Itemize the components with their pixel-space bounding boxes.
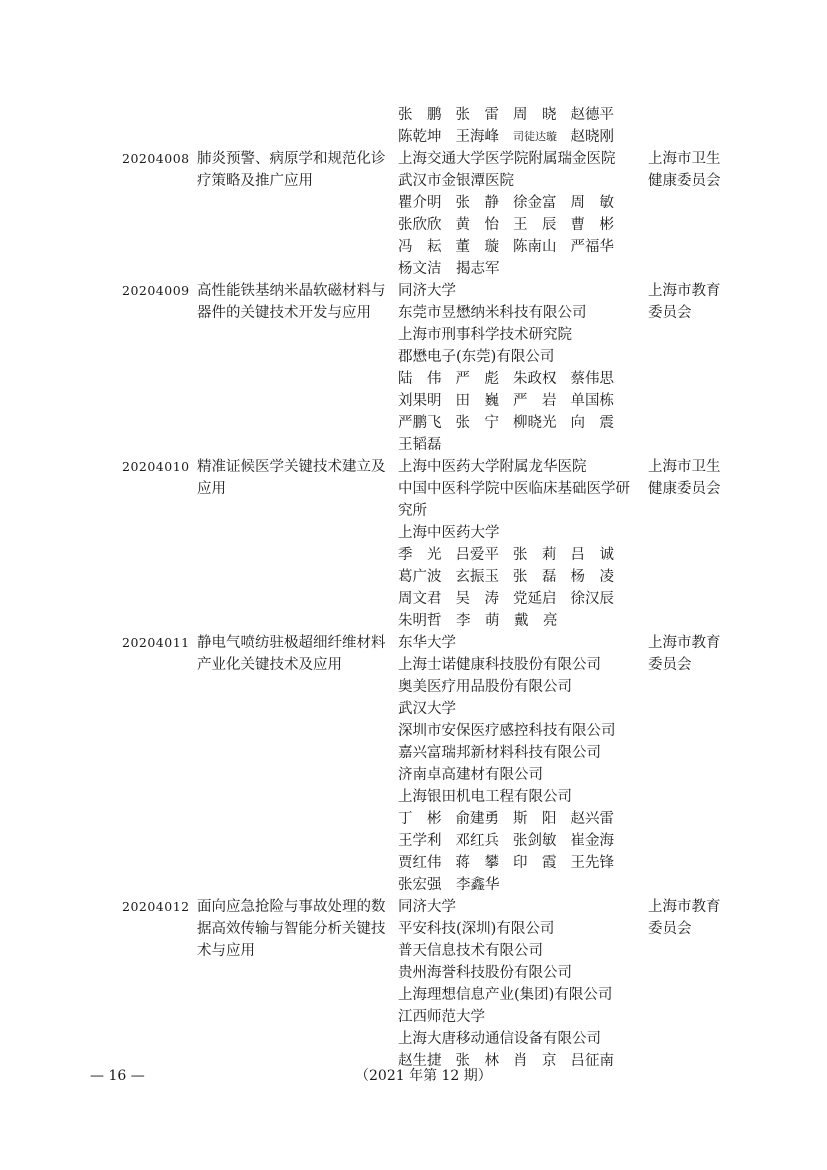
- person-name: 单国栋: [570, 393, 614, 409]
- person-name: 司徒达璇: [513, 130, 557, 143]
- person-name: 赵德平: [570, 107, 614, 123]
- person-name: 吕 诚: [570, 547, 614, 563]
- project-title-line: 器件的关键技术开发与应用: [197, 305, 371, 321]
- names-row: [398, 852, 628, 874]
- person-name: 吴 涛: [455, 591, 499, 607]
- issue-label: （2021 年第 12 期）: [355, 1068, 492, 1084]
- person-name: 蒋 攀: [455, 855, 499, 871]
- person-name: 董 璇: [455, 239, 499, 255]
- person-name: 王海峰: [455, 129, 499, 145]
- project-title-line: 肺炎预警、病原学和规范化诊: [197, 151, 386, 167]
- entry-id: 20204010: [122, 459, 190, 474]
- organization-line: 东莞市昱懋纳米科技有限公司: [398, 305, 587, 321]
- project-title-line: 疗策略及推广应用: [197, 173, 313, 189]
- person-name: 李鑫华: [456, 877, 500, 893]
- organization-line: 上海交通大学医学院附属瑞金医院: [398, 151, 616, 167]
- recommender-line: 委员会: [648, 305, 692, 321]
- project-title-line: 产业化关键技术及应用: [197, 657, 342, 673]
- person-name: 王学利: [398, 833, 442, 849]
- organization-line: 武汉大学: [398, 701, 456, 717]
- person-name: 俞建勇: [455, 811, 499, 827]
- page-number: — 16 —: [90, 1068, 145, 1084]
- person-name: 朱明哲: [398, 613, 442, 629]
- person-name: 黄 怡: [455, 217, 499, 233]
- person-name: 严 彪: [455, 371, 499, 387]
- person-name: 丁 彬: [398, 811, 442, 827]
- person-name: 张 宁: [455, 415, 499, 431]
- organization-line: 同济大学: [398, 283, 456, 299]
- organization-line: 普天信息技术有限公司: [398, 943, 543, 959]
- names-row: [398, 126, 628, 148]
- person-name: 冯 耘: [398, 239, 442, 255]
- names-row: [398, 830, 628, 852]
- person-name: 王先锋: [570, 855, 614, 871]
- names-row: [398, 544, 628, 566]
- person-name: 赵兴雷: [570, 811, 614, 827]
- person-name: 季 光: [398, 547, 442, 563]
- recommender-line: 委员会: [648, 921, 692, 937]
- organization-line: 上海大唐移动通信设备有限公司: [398, 1031, 601, 1047]
- person-name: 崔金海: [570, 833, 614, 849]
- recommender-line: 健康委员会: [648, 173, 721, 189]
- names-row: [398, 566, 628, 588]
- person-name: 田 巍: [455, 393, 499, 409]
- person-name: 张 林: [455, 1053, 499, 1069]
- names-row: [398, 214, 628, 236]
- organization-line: 奥美医疗用品股份有限公司: [398, 679, 572, 695]
- organization-line: 中国中医科学院中医临床基础医学研: [398, 481, 630, 497]
- names-row: [398, 368, 628, 390]
- project-title-line: 术与应用: [197, 943, 255, 959]
- person-name: 曹 彬: [570, 217, 614, 233]
- organization-line: 上海中医药大学附属龙华医院: [398, 459, 587, 475]
- project-title-line: 据高效传输与智能分析关键技: [197, 921, 386, 937]
- person-name: 徐汉辰: [570, 591, 614, 607]
- person-name: 揭志军: [456, 261, 500, 277]
- names-row: [398, 192, 628, 214]
- person-name: 陆 伟: [398, 371, 442, 387]
- recommender-line: 上海市卫生: [648, 151, 721, 167]
- person-name: 向 震: [570, 415, 614, 431]
- names-row: [398, 258, 628, 280]
- person-name: 蔡伟思: [570, 371, 614, 387]
- organization-line: 郡懋电子(东莞)有限公司: [398, 349, 555, 365]
- names-row: [398, 588, 628, 610]
- person-name: 张 莉: [513, 547, 557, 563]
- project-title-line: 精准证候医学关键技术建立及: [197, 459, 386, 475]
- organization-line: 深圳市安保医疗感控科技有限公司: [398, 723, 616, 739]
- person-name: 周 敏: [570, 195, 614, 211]
- person-name: 严福华: [570, 239, 614, 255]
- person-name: 瞿介明: [398, 195, 442, 211]
- names-row: [398, 808, 628, 830]
- organization-line: 上海士诺健康科技股份有限公司: [398, 657, 601, 673]
- person-name: 肖 京: [513, 1053, 557, 1069]
- person-name: 张 雷: [455, 107, 499, 123]
- organization-line: 上海中医药大学: [398, 525, 500, 541]
- person-name: 张 鹏: [398, 107, 442, 123]
- person-name: 张 静: [455, 195, 499, 211]
- person-name: 朱政权: [513, 371, 557, 387]
- person-name: 陈南山: [513, 239, 557, 255]
- project-title-line: 面向应急抢险与事故处理的数: [197, 899, 386, 915]
- organization-line: 上海市刑事科学技术研究院: [398, 327, 572, 343]
- organization-line: 江西师范大学: [398, 1009, 485, 1025]
- person-name: 李 萌: [456, 613, 500, 629]
- person-name: 赵晓刚: [570, 129, 614, 145]
- organization-line: 究所: [398, 503, 427, 519]
- names-row: [398, 390, 628, 412]
- names-row: [398, 236, 628, 258]
- person-name: 严 岩: [513, 393, 557, 409]
- recommender-line: 委员会: [648, 657, 692, 673]
- person-name: 贾红伟: [398, 855, 442, 871]
- organization-line: 济南卓高建材有限公司: [398, 767, 543, 783]
- person-name: 杨文洁: [398, 261, 442, 277]
- recommender-line: 上海市教育: [648, 283, 721, 299]
- project-title-line: 静电气喷纺驻极超细纤维材料: [197, 635, 386, 651]
- person-name: 张剑敏: [513, 833, 557, 849]
- person-name: 党延启: [513, 591, 557, 607]
- organization-line: 武汉市金银潭医院: [398, 173, 514, 189]
- names-row: [398, 874, 628, 896]
- project-title-line: 高性能铁基纳米晶软磁材料与: [197, 283, 386, 299]
- project-title-line: 应用: [197, 481, 226, 497]
- recommender-line: 健康委员会: [648, 481, 721, 497]
- person-name: 斯 阳: [513, 811, 557, 827]
- person-name: 吕爱平: [455, 547, 499, 563]
- person-name: 陈乾坤: [398, 129, 442, 145]
- person-name: 邓红兵: [455, 833, 499, 849]
- organization-line: 贵州海誉科技股份有限公司: [398, 965, 572, 981]
- organization-line: 东华大学: [398, 635, 456, 651]
- person-name: 张欣欣: [398, 217, 442, 233]
- person-name: 徐金富: [513, 195, 557, 211]
- person-name: 吕征南: [570, 1053, 614, 1069]
- person-name: 刘果明: [398, 393, 442, 409]
- organization-line: 上海银田机电工程有限公司: [398, 789, 572, 805]
- names-row: [398, 434, 628, 456]
- person-name: 印 霞: [513, 855, 557, 871]
- recommender-line: 上海市教育: [648, 899, 721, 915]
- person-name: 严鹏飞: [398, 415, 442, 431]
- entry-id: 20204009: [122, 283, 190, 298]
- organization-line: 嘉兴富瑞邦新材料科技有限公司: [398, 745, 601, 761]
- entry-id: 20204011: [122, 635, 190, 650]
- names-row: [398, 412, 628, 434]
- person-name: 玄振玉: [455, 569, 499, 585]
- names-row: [398, 610, 628, 632]
- person-name: 王韬磊: [398, 437, 442, 453]
- person-name: 柳晓光: [513, 415, 557, 431]
- person-name: 杨 凌: [570, 569, 614, 585]
- organization-line: 上海理想信息产业(集团)有限公司: [398, 987, 613, 1003]
- person-name: 葛广波: [398, 569, 442, 585]
- person-name: 张 磊: [513, 569, 557, 585]
- person-name: 王 辰: [513, 217, 557, 233]
- person-name: 周 晓: [513, 107, 557, 123]
- names-row: [398, 104, 628, 126]
- entry-id: 20204012: [122, 899, 190, 914]
- recommender-line: 上海市卫生: [648, 459, 721, 475]
- entry-id: 20204008: [122, 151, 190, 166]
- person-name: 张宏强: [398, 877, 442, 893]
- organization-line: 同济大学: [398, 899, 456, 915]
- organization-line: 平安科技(深圳)有限公司: [398, 921, 555, 937]
- person-name: 赵生捷: [398, 1053, 442, 1069]
- recommender-line: 上海市教育: [648, 635, 721, 651]
- person-name: 戴 亮: [514, 613, 558, 629]
- person-name: 周文君: [398, 591, 442, 607]
